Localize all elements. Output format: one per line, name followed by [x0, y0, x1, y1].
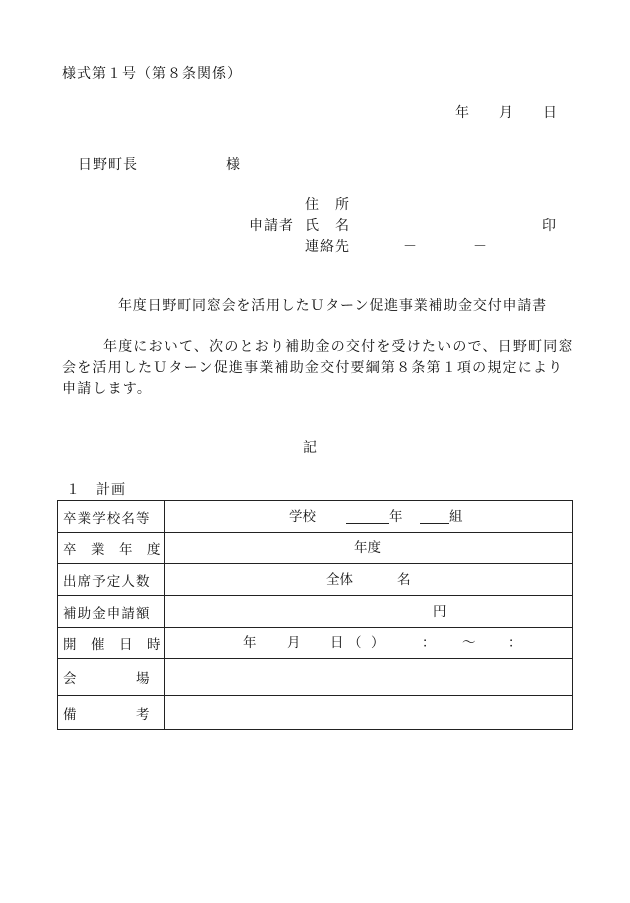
contact-dash-2: － [473, 239, 488, 255]
venue-label: 会 場 [63, 671, 150, 687]
amount-unit: 円 [433, 603, 447, 620]
school-class-word: 組 [449, 508, 463, 525]
remarks-label-cell [58, 696, 165, 729]
datetime-paren-close: ） [371, 635, 385, 651]
table-row-attendance [58, 563, 572, 595]
school-word: 学校 [289, 508, 316, 525]
date-month-label: 月 [499, 105, 514, 121]
attendance-total-word: 全体 [326, 571, 353, 588]
school-year-word: 年 [389, 508, 403, 525]
body-line-1: 年度において、次のとおり補助金の交付を受けたいので、日野町同窓 [103, 339, 574, 355]
table-row-venue [58, 658, 572, 695]
grad-year-unit: 年度 [354, 540, 381, 556]
amount-label: 補助金申請額 [63, 605, 150, 622]
table-row-remarks [58, 695, 572, 729]
datetime-colon-start: ： [422, 635, 436, 651]
ki-mark: 記 [303, 440, 318, 456]
class-blank [420, 515, 449, 524]
datetime-label-cell [58, 628, 165, 658]
remarks-label: 備 考 [63, 706, 150, 723]
amount-label-cell [58, 596, 165, 627]
table-row-school [58, 501, 572, 532]
grad-year-label: 卒 業 年 度 [63, 542, 161, 558]
datetime-colon-end: ： [508, 635, 522, 651]
datetime-year: 年 [243, 635, 257, 651]
document-title: 年度日野町同窓会を活用したＵターン促進事業補助金交付申請書 [118, 298, 547, 314]
form-number: 様式第１号（第８条関係） [62, 66, 242, 82]
body-line-2: 会を活用したＵターン促進事業補助金交付要綱第８条第１項の規定により [62, 360, 564, 376]
datetime-value-cell [165, 628, 572, 658]
grad-year-value-cell [165, 533, 572, 563]
school-label-cell [58, 501, 165, 532]
attendance-label-cell [58, 564, 165, 595]
grad-year-label-cell [58, 533, 165, 563]
datetime-paren-open: （ [348, 635, 362, 651]
body-line-3: 申請します。 [62, 381, 153, 397]
datetime-tilde: ～ [462, 635, 476, 651]
contact-dash-1: － [403, 239, 418, 255]
contact-label: 連絡先 [305, 239, 350, 255]
addressee-honorific: 様 [226, 157, 241, 173]
venue-value-cell [165, 659, 572, 695]
applicant-label: 申請者 [249, 218, 294, 234]
table-row-amount [58, 595, 572, 627]
year-blank [346, 515, 389, 524]
school-value-cell [165, 501, 572, 532]
seal-mark: 印 [542, 218, 557, 234]
school-label: 卒業学校名等 [63, 510, 150, 527]
attendance-unit: 名 [397, 571, 411, 588]
date-day-label: 日 [543, 105, 558, 121]
venue-label-cell [58, 659, 165, 695]
name-label: 氏 名 [305, 218, 350, 234]
attendance-value-cell [165, 564, 572, 595]
section-heading: １ 計画 [66, 482, 126, 498]
datetime-day: 日 [330, 635, 344, 651]
amount-value-cell [165, 596, 572, 627]
remarks-value-cell [165, 696, 572, 729]
date-year-label: 年 [455, 105, 470, 121]
table-row-datetime [58, 627, 572, 658]
addressee-name: 日野町長 [78, 157, 138, 173]
datetime-month: 月 [287, 635, 301, 651]
plan-table [57, 500, 573, 730]
attendance-label: 出席予定人数 [63, 573, 150, 590]
datetime-label: 開 催 日 時 [63, 637, 161, 653]
address-label: 住 所 [305, 197, 350, 213]
table-row-grad-year [58, 532, 572, 563]
